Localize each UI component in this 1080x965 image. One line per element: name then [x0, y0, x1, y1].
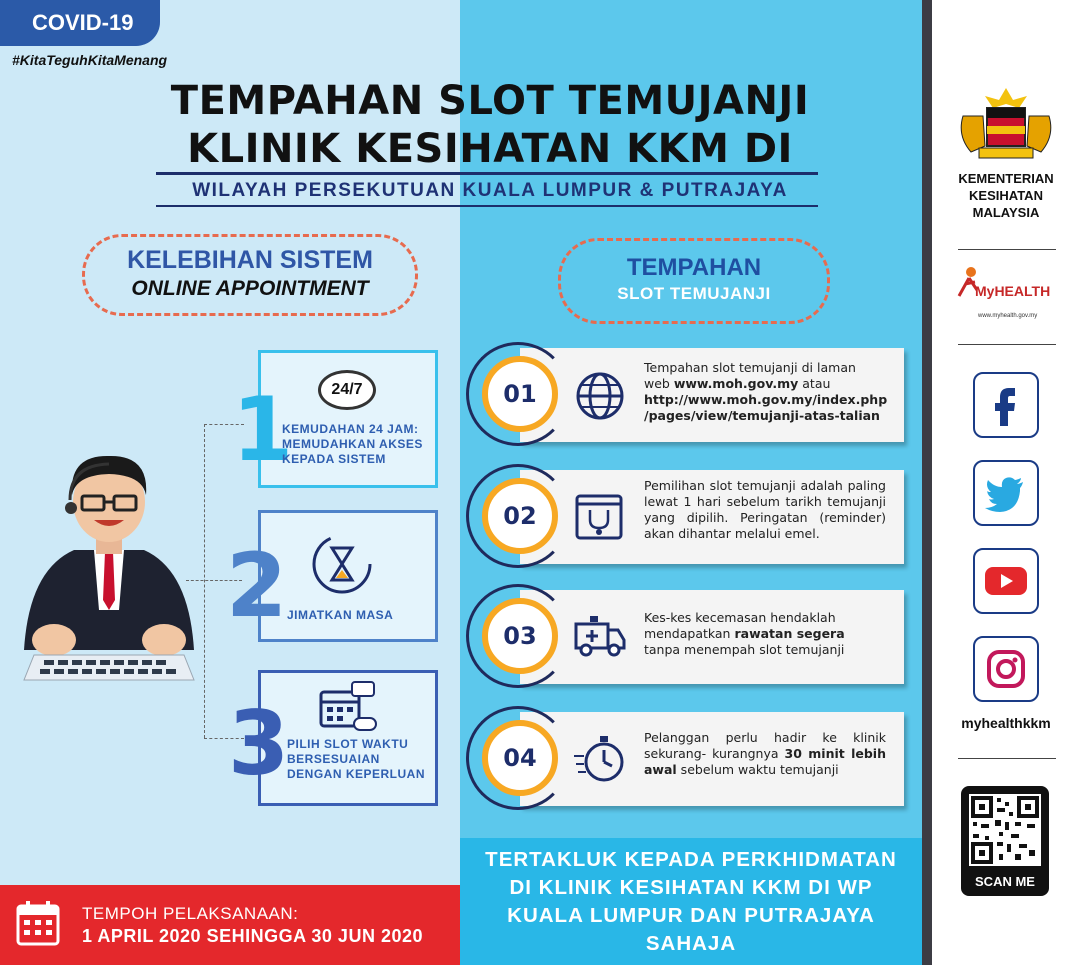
- benefits-heading-line-2: ONLINE APPOINTMENT: [131, 277, 369, 300]
- scan-me-label: SCAN ME: [975, 874, 1035, 889]
- feature-number-3: 3: [228, 692, 290, 795]
- qr-code: [969, 794, 1041, 866]
- step-text-3: Kes-kes kecemasan hendaklah mendapatkan rawatan segera tanpa menempah slot temujanji: [644, 610, 845, 657]
- myhealth-url: www.myhealth.gov.my: [978, 313, 1038, 319]
- page-subtitle: WILAYAH PERSEKUTUAN KUALA LUMPUR & PUTRAJAYA: [192, 180, 788, 201]
- calendar-icon: [16, 900, 60, 946]
- notice-line-2: DI KLINIK KESIHATAN KKM DI WP: [509, 876, 873, 899]
- ministry-name: KEMENTERIAN KESIHATAN MALAYSIA: [958, 171, 1054, 220]
- feature-label-2: JIMATKAN MASA: [287, 608, 394, 622]
- globe-icon: [574, 370, 626, 422]
- feature-label-3: PILIH SLOT WAKTU BERSESUAIAN DENGAN KEPERLUAN: [287, 737, 426, 781]
- step-number-2: 02: [482, 478, 558, 554]
- side-divider: [958, 249, 1056, 250]
- myhealth-logo: MyHEALTH: [975, 283, 1051, 299]
- youtube-icon: [975, 550, 1037, 612]
- twitter-icon: [975, 462, 1037, 524]
- title-underline: [156, 172, 818, 175]
- stopwatch-icon: [572, 732, 628, 784]
- facebook-icon: [975, 374, 1037, 436]
- step-number-3: 03: [482, 598, 558, 674]
- instagram-icon: [975, 638, 1037, 700]
- connector-line: [204, 424, 205, 738]
- implementation-period-bar: [0, 885, 460, 965]
- subtitle-underline: [156, 205, 818, 207]
- facebook-button[interactable]: [973, 372, 1039, 438]
- ambulance-icon: [572, 612, 628, 658]
- hashtag: #KitaTeguhKitaMenang: [12, 52, 168, 68]
- side-divider: [958, 758, 1056, 759]
- clock-24-7-icon: 24/7: [318, 370, 376, 410]
- panel-divider: [922, 0, 932, 965]
- benefits-heading-line-1: KELEBIHAN SISTEM: [127, 246, 373, 274]
- feature-label-1: KEMUDAHAN 24 JAM: MEMUDAHKAN AKSES KEPADA SISTEM: [282, 422, 423, 466]
- feature-number-2: 2: [226, 534, 288, 637]
- step-number-1: 01: [482, 356, 558, 432]
- notice-line-1: TERTAKLUK KEPADA PERKHIDMATAN: [485, 848, 897, 871]
- covid-badge: COVID-19: [0, 0, 160, 46]
- coat-of-arms-logo: [955, 86, 1057, 166]
- youtube-button[interactable]: [973, 548, 1039, 614]
- step-text-1: Tempahan slot temujanji di laman web www.moh.gov.my atau http://www.moh.gov.my/index.php /pages/view/temujanji-atas-talian: [644, 360, 888, 423]
- booking-heading-line-1: TEMPAHAN: [626, 254, 762, 281]
- instagram-button[interactable]: [973, 636, 1039, 702]
- receptionist-illustration: [14, 440, 204, 690]
- notice-line-4: SAHAJA: [645, 932, 737, 955]
- booking-heading-line-2: SLOT TEMUJANJI: [617, 284, 771, 303]
- step-text-2: Pemilihan slot temujanji adalah paling lewat 1 hari sebelum tarikh temujanji yang dipilih. Peringatan (reminder) akan dihantar melalui emel.: [644, 478, 886, 541]
- feature-number-1: 1: [232, 378, 294, 481]
- hourglass-icon: [310, 532, 374, 596]
- side-divider: [958, 344, 1056, 345]
- implementation-period-label: TEMPOH PELAKSANAAN:: [82, 904, 299, 923]
- step-text-4: Pelanggan perlu hadir ke klinik sekurang- kurangnya 30 minit lebih awal sebelum waktu temujanji: [644, 730, 886, 777]
- social-handle: myhealthkkm: [961, 715, 1051, 731]
- step-number-4: 04: [482, 720, 558, 796]
- calendar-chat-icon: [318, 680, 378, 734]
- calendar-stethoscope-icon: [574, 490, 626, 542]
- page-title-line-1: TEMPAHAN SLOT TEMUJANJI: [170, 78, 810, 124]
- page-title-line-2: KLINIK KESIHATAN KKM DI: [187, 126, 793, 172]
- notice-line-3: KUALA LUMPUR DAN PUTRAJAYA: [507, 904, 875, 927]
- implementation-period-dates: 1 APRIL 2020 SEHINGGA 30 JUN 2020: [82, 926, 423, 946]
- twitter-button[interactable]: [973, 460, 1039, 526]
